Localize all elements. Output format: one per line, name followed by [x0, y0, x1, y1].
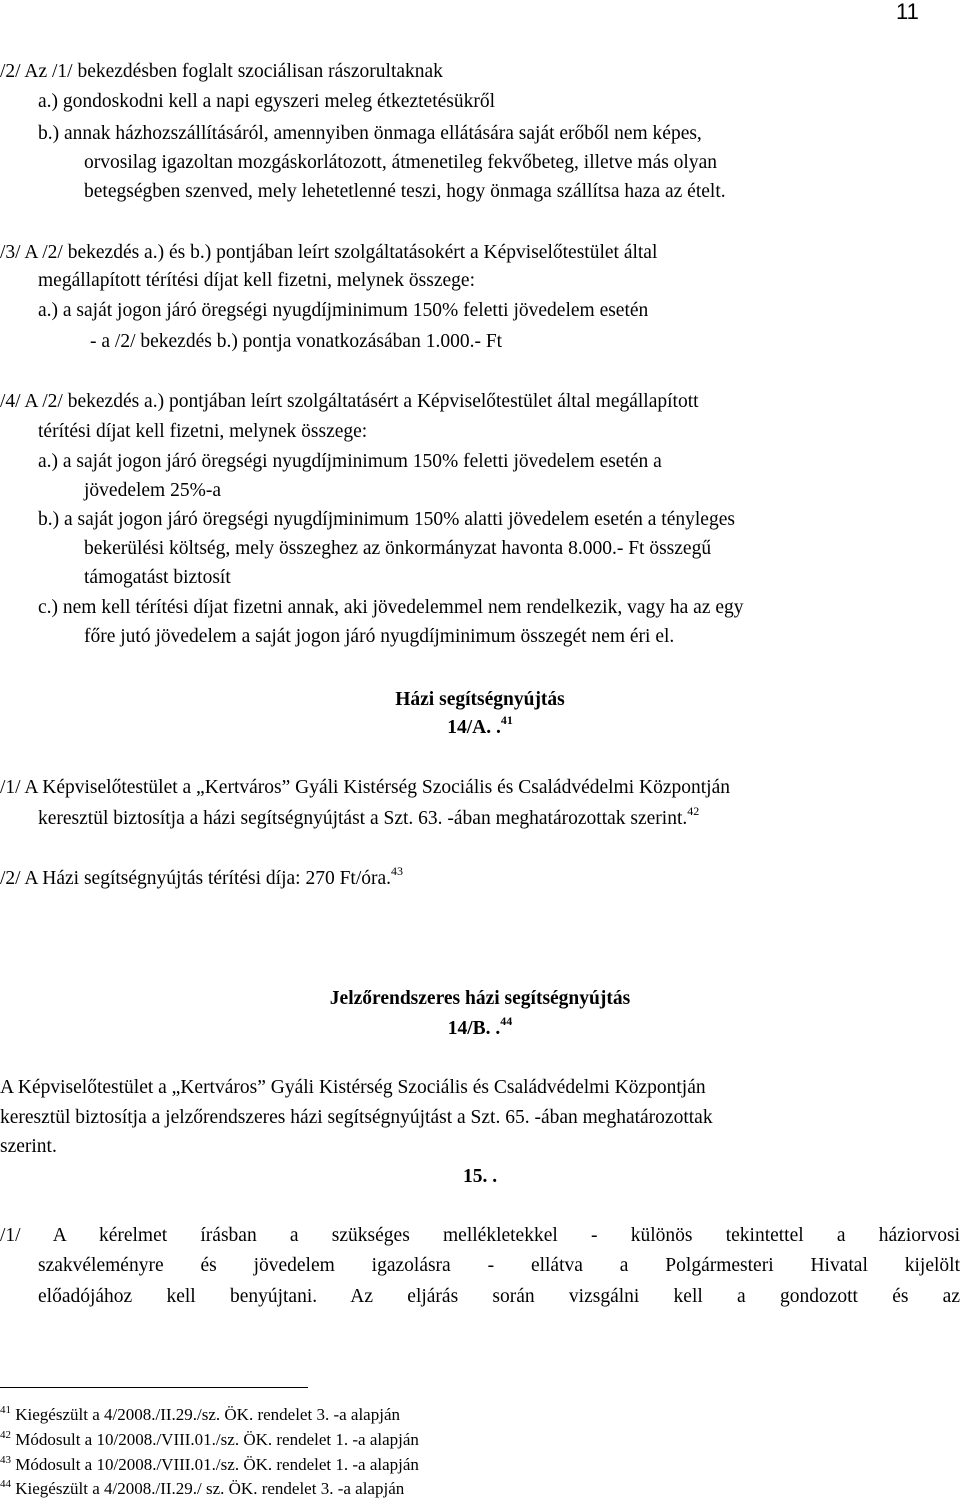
footnote-41: [0, 1405, 400, 1425]
footnote-separator: [0, 1387, 308, 1388]
para4-line-9: főre jutó jövedelem a saját jogon járó nyugdíjminimum összegét nem éri el.: [84, 626, 675, 647]
para4-line-4: jövedelem 25%-a: [84, 480, 221, 501]
footnote-ref-42: 42: [687, 804, 700, 818]
footnote-43-number: 43: [0, 1454, 11, 1466]
para2-line-4: orvosilag igazoltan mozgáskorlátozott, átmenetileg fekvőbeteg, illetve más olyan: [84, 152, 718, 173]
para3-line-2: megállapított térítési díjat kell fizetni, melynek összege:: [38, 270, 475, 291]
section-14a-p1-line-2-text: keresztül biztosítja a házi segítségnyújtást a Szt. 63. -ában meghatározottak szerint.: [38, 808, 688, 829]
para4-line-3: a.) a saját jogon járó öregségi nyugdíjminimum 150% feletti jövedelem esetén a: [38, 451, 662, 472]
section-14b-heading: Jelzőrendszeres házi segítségnyújtás: [329, 988, 631, 1009]
section-14a-number: [0, 713, 960, 740]
footnote-42-text: Módosult a 10/2008./VIII.01./sz. ÖK. rendelet 1. -a alapján: [15, 1430, 419, 1449]
footnote-44-text: Kiegészült a 4/2008./II.29./ sz. ÖK. rendelet 3. -a alapján: [15, 1479, 405, 1498]
footnote-ref-41: 41: [500, 713, 513, 727]
para4-line-7: támogatást biztosít: [84, 567, 231, 588]
para2-line-3: b.) annak házhozszállításáról, amennyiben önmaga ellátására saját erőből nem képes,: [38, 123, 702, 144]
section-14a-heading: Házi segítségnyújtás: [395, 689, 565, 710]
para4-line-8: c.) nem kell térítési díjat fizetni annak, aki jövedelemmel nem rendelkezik, vagy ha az egy: [38, 597, 744, 618]
footnote-44: [0, 1479, 404, 1499]
section-14b-line-3: szerint.: [0, 1136, 57, 1157]
page-number: 11: [896, 0, 919, 24]
para4-line-5: b.) a saját jogon járó öregségi nyugdíjminimum 150% alatti jövedelem esetén a tényleges: [38, 509, 735, 530]
footnote-ref-44: 44: [500, 1014, 513, 1028]
section-15-number: 15. .: [462, 1166, 498, 1187]
section-14a-number-text: 14/A. .: [447, 717, 501, 738]
para3-line-3: a.) a saját jogon járó öregségi nyugdíjminimum 150% feletti jövedelem esetén: [38, 300, 649, 321]
para4-line-1: /4/ A /2/ bekezdés a.) pontjában leírt szolgáltatásért a Képviselőtestület által megállapított: [0, 391, 699, 412]
section-14a-p2: [0, 864, 404, 891]
section-14a-p1-line-2: [38, 804, 700, 831]
para2-line-2: a.) gondoskodni kell a napi egyszeri meleg étkeztetésükről: [38, 91, 496, 112]
section-14b-line-2: keresztül biztosítja a jelzőrendszeres házi segítségnyújtást a Szt. 65. -ában meghatározottak: [0, 1107, 713, 1128]
footnote-41-number: 41: [0, 1404, 11, 1416]
footnote-43: [0, 1455, 419, 1475]
section-15-line-2: szakvéleményre és jövedelem igazolásra - ellátva a Polgármesteri Hivatal kijelölt: [38, 1255, 960, 1276]
section-14b-number-text: 14/B. .: [447, 1018, 501, 1039]
section-14a-p2-text: /2/ A Házi segítségnyújtás térítési díja: 270 Ft/óra.: [0, 868, 392, 889]
footnote-42-number: 42: [0, 1429, 11, 1441]
section-15-line-3: előadójához kell benyújtani. Az eljárás során vizsgálni kell a gondozott és az: [38, 1286, 960, 1307]
footnote-ref-43: 43: [391, 864, 404, 878]
para2-line-5: betegségben szenved, mely lehetetlenné teszi, hogy önmaga szállítsa haza az ételt.: [84, 181, 726, 202]
para4-line-2: térítési díjat kell fizetni, melynek összege:: [38, 421, 368, 442]
footnote-43-text: Módosult a 10/2008./VIII.01./sz. ÖK. rendelet 1. -a alapján: [15, 1455, 419, 1474]
para4-line-6: bekerülési költség, mely összeghez az önkormányzat havonta 8.000.- Ft összegű: [84, 538, 712, 559]
footnote-44-number: 44: [0, 1478, 11, 1490]
section-14a-p1-line-1: /1/ A Képviselőtestület a „Kertváros” Gyáli Kistérség Szociális és Családvédelmi Központján: [0, 777, 730, 798]
para3-line-4: - a /2/ bekezdés b.) pontja vonatkozásában 1.000.- Ft: [90, 331, 503, 352]
footnote-41-text: Kiegészült a 4/2008./II.29./sz. ÖK. rendelet 3. -a alapján: [15, 1405, 400, 1424]
para3-line-1: /3/ A /2/ bekezdés a.) és b.) pontjában leírt szolgáltatásokért a Képviselőtestület által: [0, 242, 658, 263]
section-14b-number: [0, 1014, 960, 1041]
footnote-42: [0, 1430, 419, 1450]
section-15-line-1: /1/ A kérelmet írásban a szükséges mellékletekkel - különös tekintettel a háziorvosi: [0, 1225, 960, 1246]
section-14b-line-1: A Képviselőtestület a „Kertváros” Gyáli Kistérség Szociális és Családvédelmi Központján: [0, 1077, 706, 1098]
para2-line-1: /2/ Az /1/ bekezdésben foglalt szociálisan rászorultaknak: [0, 61, 443, 82]
